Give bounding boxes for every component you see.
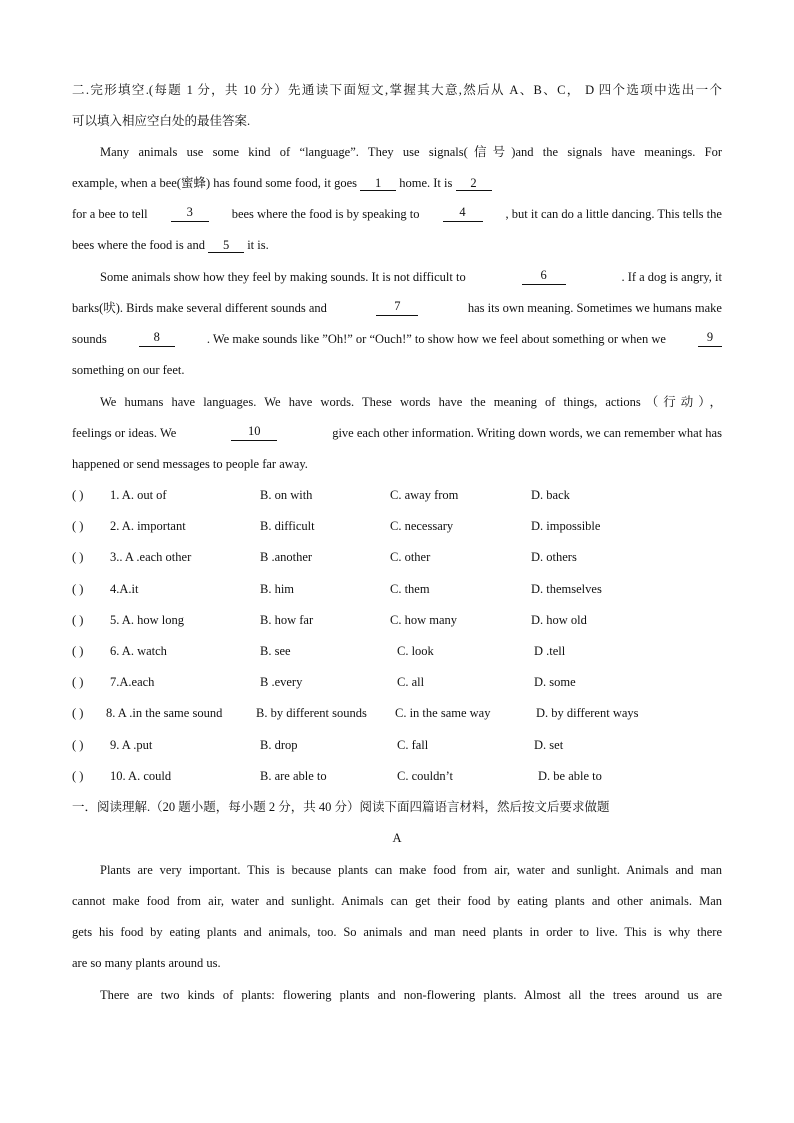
option-d: D. some [534,675,576,689]
cloze-p1-line-3 [72,206,722,222]
text-segment: bees where the food is by speaking to [231,207,420,221]
cloze-p1-line-2 [72,175,722,191]
answer-paren[interactable]: ( ) [72,488,84,502]
option-a: 9. A .put [110,738,153,752]
option-d: D .tell [534,644,566,658]
option-b: B. see [260,644,291,658]
answer-paren[interactable]: ( ) [72,738,84,752]
option-c: C. in the same way [395,706,491,720]
cloze-p2-line-3 [72,331,722,347]
text-segment: give each other information. Writing down words, we can remember what has [332,426,722,440]
option-b: B. difficult [260,519,315,533]
text-segment: . We make sounds like ”Oh!” or “Ouch!” to show how we feel about something or when we [206,332,666,346]
text-segment: sounds [72,332,107,346]
text-segment: barks(吠). Birds make several different sounds and [72,301,327,315]
option-b: B. by different sounds [256,706,367,720]
option-c: C. how many [390,613,458,627]
option-a: 5. A. how long [110,613,184,627]
option-c: C. necessary [390,519,454,533]
passage-label: A [392,831,402,845]
blank-10: 10 [231,425,277,441]
text-segment: example, when a bee(蜜蜂) has found some food, it goes [72,176,357,190]
text-segment: , but it can do a little dancing. This tells the [505,207,722,221]
reading-heading: 一．阅读理解.（20 题小题，每小题 2 分，共 40 分）阅读下面四篇语言材料，然后按文后要求做题 [72,800,610,814]
passage-a-line-2: cannot make food from air, water and sunlight. Animals can get their food by eating plants and other animals. Man [72,894,722,908]
cloze-p2-line-4: something on our feet. [72,363,185,377]
option-c: C. all [397,675,425,689]
option-a: 10. A. could [110,769,172,783]
blank-3: 3 [171,206,209,222]
answer-paren[interactable]: ( ) [72,644,84,658]
option-c: C. away from [390,488,459,502]
cloze-p3-line-2 [72,425,722,441]
option-a: 2. A. important [110,519,186,533]
option-c: C. couldn’t [397,769,454,783]
option-d: D. by different ways [536,706,639,720]
blank-9: 9 [698,331,722,347]
blank-7: 7 [376,300,418,316]
passage-a-line-3: gets his food by eating plants and animals, too. So animals and man need plants in order to live. This is why there [72,925,722,939]
option-d: D. back [531,488,570,502]
text-segment: has its own meaning. Sometimes we humans make [467,301,722,315]
option-d: D. themselves [531,582,602,596]
option-a: 6. A. watch [110,644,167,658]
blank-2: 2 [456,177,492,191]
answer-paren[interactable]: ( ) [72,519,84,533]
option-b: B .every [260,675,303,689]
text-segment: feelings or ideas. We [72,426,177,440]
answer-paren[interactable]: ( ) [72,675,84,689]
cloze-p3-line-1: We humans have languages. We have words. These words have the meaning of things, actions（行动）， [100,395,722,409]
cloze-p2-line-2 [72,300,722,316]
text-segment: bees where the food is and [72,238,205,252]
option-c: C. them [390,582,430,596]
blank-4: 4 [443,206,483,222]
blank-6: 6 [522,269,566,285]
cloze-instruction-line-1: 二.完形填空.(每题 1 分，共 10 分）先通读下面短文,掌握其大意,然后从 A、B、C， D 四个选项中选出一个 [72,83,722,97]
option-d: D. others [531,550,577,564]
option-b: B. on with [260,488,313,502]
option-c: C. other [390,550,431,564]
option-b: B. him [260,582,295,596]
answer-paren[interactable]: ( ) [72,550,84,564]
answer-paren[interactable]: ( ) [72,582,84,596]
option-b: B. how far [260,613,314,627]
option-a: 1. A. out of [110,488,167,502]
option-d: D. how old [531,613,587,627]
option-b: B .another [260,550,313,564]
passage-a-line-5: There are two kinds of plants: flowering plants and non-flowering plants. Almost all the trees around us are [100,988,722,1002]
answer-paren[interactable]: ( ) [72,706,84,720]
passage-a-line-4: are so many plants around us. [72,956,221,970]
text-segment: Some animals show how they feel by making sounds. It is not difficult to [100,270,466,284]
text-segment: home. It is [399,176,453,190]
passage-a-line-1: Plants are very important. This is because plants can make food from air, water and sunlight. Animals and man [100,863,722,877]
blank-8: 8 [139,331,175,347]
option-a: 7.A.each [110,675,155,689]
blank-5: 5 [208,239,244,253]
option-a: 3.. A .each other [110,550,192,564]
cloze-p1-line-1: Many animals use some kind of “language”. They use signals(信号)and the signals have meanings. For [100,145,722,159]
option-a: 4.A.it [110,582,139,596]
cloze-p1-line-4 [72,237,722,253]
option-d: D. impossible [531,519,601,533]
cloze-p2-line-1 [100,269,722,285]
option-b: B. are able to [260,769,327,783]
answer-paren[interactable]: ( ) [72,613,84,627]
option-c: C. look [397,644,434,658]
option-b: B. drop [260,738,298,752]
text-segment: for a bee to tell [72,207,148,221]
cloze-p3-line-3: happened or send messages to people far away. [72,457,308,471]
text-segment: it is. [247,238,269,252]
blank-1: 1 [360,177,396,191]
option-d: D. be able to [538,769,602,783]
option-a: 8. A .in the same sound [106,706,223,720]
text-segment: . If a dog is angry, it [621,270,722,284]
cloze-instruction-line-2: 可以填入相应空白处的最佳答案. [72,114,251,128]
answer-paren[interactable]: ( ) [72,769,84,783]
option-d: D. set [534,738,564,752]
option-c: C. fall [397,738,429,752]
